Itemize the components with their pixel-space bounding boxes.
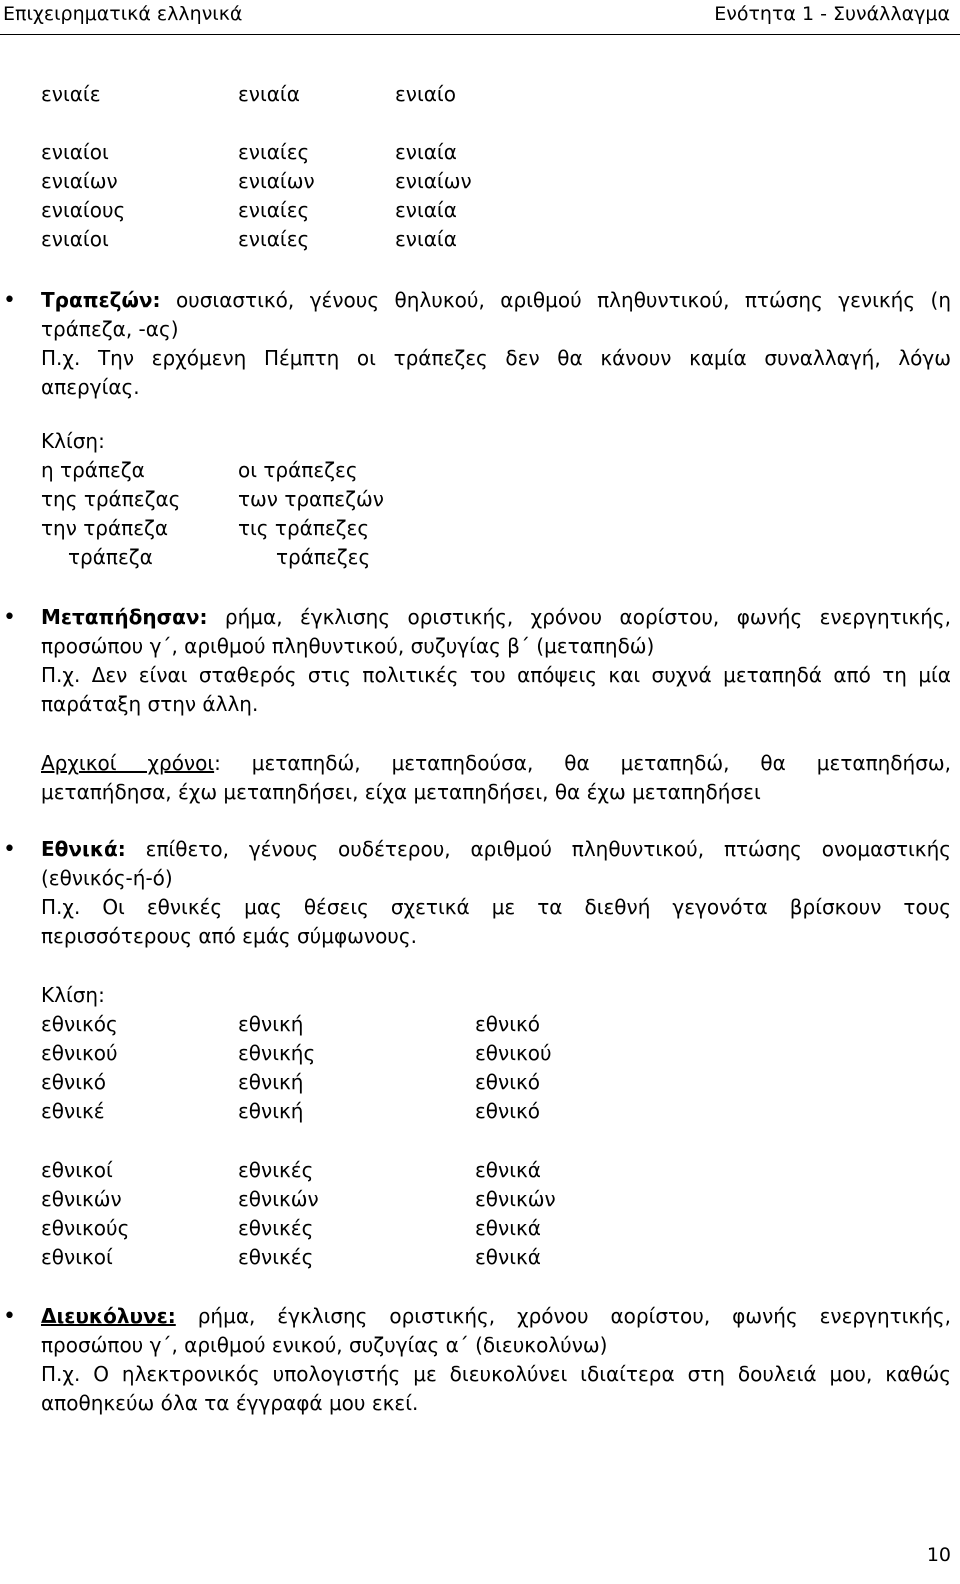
ethnika-plural-cell: εθνικοί [41, 1245, 113, 1269]
tenses-text: : μεταπηδώ, μεταπηδούσα, θα μεταπηδώ, θα μεταπηδήσω, [214, 751, 951, 775]
bullet-icon: • [3, 1304, 16, 1329]
eniaio-cell: ενιαία [395, 140, 457, 164]
metapidisan-example-line2: παράταξη στην άλλη. [41, 692, 259, 716]
klisi-singular-cell: η τράπεζα [41, 458, 145, 482]
bullet-icon: • [3, 288, 16, 313]
trapezon-example-line2: απεργίας. [41, 375, 140, 399]
bullet-icon: • [3, 837, 16, 862]
klisi-plural-cell: τις τράπεζες [238, 516, 370, 540]
header-divider [0, 34, 960, 35]
ethnika-singular-cell: εθνικό [475, 1099, 541, 1123]
metapidisan-example-line1: Π.χ. Δεν είναι σταθερός στις πολιτικές του απόψεις και συχνά μεταπηδά από τη μία [41, 663, 951, 687]
trapezon-desc-line1 [41, 286, 951, 315]
eniaio-cell: ενιαίες [238, 227, 310, 251]
eniaio-cell: ενιαίοι [41, 140, 109, 164]
klisi-singular-cell: την τράπεζα [41, 516, 169, 540]
ethnika-singular-cell: εθνική [238, 1012, 304, 1036]
klisi-singular-cell: της τράπεζας [41, 487, 181, 511]
ethnika-example-line1: Π.χ. Οι εθνικές μας θέσεις σχετικά με τα διεθνή γεγονότα βρίσκουν τους [41, 895, 951, 919]
dieukolyne-desc-line2: προσώπου γ΄, αριθμού ενικού, συζυγίας α΄ (διευκολύνω) [41, 1333, 608, 1357]
klisi-plural-cell: των τραπεζών [238, 487, 384, 511]
ethnika-singular-cell: εθνική [238, 1099, 304, 1123]
trapezon-desc-line2: τράπεζα, -ας) [41, 317, 179, 341]
ethnika-singular-cell: εθνική [238, 1070, 304, 1094]
ethnika-plural-cell: εθνικά [475, 1158, 541, 1182]
ethnika-example-line2: περισσότερους από εμάς σύμφωνους. [41, 924, 417, 948]
ethnika-plural-cell: εθνικών [41, 1187, 122, 1211]
dieukolyne-term: Διευκόλυνε: [41, 1304, 176, 1328]
ethnika-plural-cell: εθνικών [238, 1187, 319, 1211]
metapidisan-desc-line2: προσώπου γ΄, αριθμού πληθυντικού, συζυγίας β΄ (μεταπηδώ) [41, 634, 655, 658]
ethnika-singular-cell: εθνικέ [41, 1099, 105, 1123]
ethnika-plural-cell: εθνικούς [41, 1216, 130, 1240]
ethnika-plural-cell: εθνικά [475, 1245, 541, 1269]
klisi-singular-cell: τράπεζα [68, 545, 153, 569]
ethnika-plural-cell: εθνικά [475, 1216, 541, 1240]
ethnika-singular-cell: εθνικός [41, 1012, 118, 1036]
klisi-plural-cell: οι τράπεζες [238, 458, 358, 482]
metapidisan-desc-text: ρήμα, έγκλισης οριστικής, χρόνου αορίστου, φωνής ενεργητικής, [207, 605, 951, 629]
ethnika-desc-line2: (εθνικός-ή-ό) [41, 866, 173, 890]
tenses-label: Αρχικοί χρόνοι [41, 751, 215, 775]
header-title: Επιχειρηματικά ελληνικά [3, 3, 243, 25]
ethnika-plural-cell: εθνικών [475, 1187, 556, 1211]
ethnika-plural-cell: εθνικές [238, 1216, 314, 1240]
metapidisan-term: Μεταπήδησαν: [41, 605, 208, 629]
bullet-icon: • [3, 605, 16, 630]
ethnika-plural-cell: εθνικές [238, 1158, 314, 1182]
ethnika-singular-cell: εθνικό [475, 1070, 541, 1094]
eniaio-cell: ενιαίο [395, 82, 456, 106]
eniaio-cell: ενιαίους [41, 198, 126, 222]
eniaio-cell: ενιαίων [395, 169, 472, 193]
eniaio-cell: ενιαία [395, 198, 457, 222]
metapidisan-desc-line1 [41, 603, 951, 632]
eniaio-cell: ενιαία [238, 82, 300, 106]
eniaio-cell: ενιαίων [41, 169, 118, 193]
eniaio-cell: ενιαίε [41, 82, 101, 106]
ethnika-plural-cell: εθνικές [238, 1245, 314, 1269]
ethnika-klisi-label: Κλίση: [41, 983, 105, 1007]
eniaio-cell: ενιαία [395, 227, 457, 251]
dieukolyne-example-line1: Π.χ. Ο ηλεκτρονικός υπολογιστής με διευκολύνει ιδιαίτερα στη δουλειά μου, καθώς [41, 1362, 951, 1386]
metapidisan-tenses-line1 [41, 749, 951, 778]
trapezon-example-line1: Π.χ. Την ερχόμενη Πέμπτη οι τράπεζες δεν θα κάνουν καμία συναλλαγή, λόγω [41, 346, 951, 370]
klisi-plural-cell: τράπεζες [276, 545, 371, 569]
eniaio-cell: ενιαίες [238, 198, 310, 222]
ethnika-singular-cell: εθνικό [475, 1012, 541, 1036]
metapidisan-tenses-line2: μεταπήδησα, έχω μεταπηδήσει, είχα μεταπηδήσει, θα έχω μεταπηδήσει [41, 780, 761, 804]
ethnika-singular-cell: εθνικού [475, 1041, 552, 1065]
eniaio-cell: ενιαίες [238, 140, 310, 164]
trapezon-term: Τραπεζών: [41, 288, 161, 312]
trapezon-klisi-label: Κλίση: [41, 429, 105, 453]
dieukolyne-desc-line1 [41, 1302, 951, 1331]
dieukolyne-desc-text: ρήμα, έγκλισης οριστικής, χρόνου αορίστου, φωνής ενεργητικής, [175, 1304, 951, 1328]
ethnika-desc-line1 [41, 835, 951, 864]
header-section: Ενότητα 1 - Συνάλλαγμα [714, 3, 950, 25]
ethnika-singular-cell: εθνικής [238, 1041, 316, 1065]
ethnika-plural-cell: εθνικοί [41, 1158, 113, 1182]
page-number: 10 [926, 1544, 951, 1566]
eniaio-cell: ενιαίοι [41, 227, 109, 251]
ethnika-singular-cell: εθνικό [41, 1070, 107, 1094]
trapezon-desc-text: ουσιαστικό, γένους θηλυκού, αριθμού πληθυντικού, πτώσης γενικής (η [160, 288, 951, 312]
ethnika-desc-text: επίθετο, γένους ουδέτερου, αριθμού πληθυντικού, πτώσης ονομαστικής [125, 837, 951, 861]
ethnika-singular-cell: εθνικού [41, 1041, 118, 1065]
eniaio-cell: ενιαίων [238, 169, 315, 193]
dieukolyne-example-line2: αποθηκεύω όλα τα έγγραφά μου εκεί. [41, 1391, 419, 1415]
ethnika-term: Εθνικά: [41, 837, 126, 861]
